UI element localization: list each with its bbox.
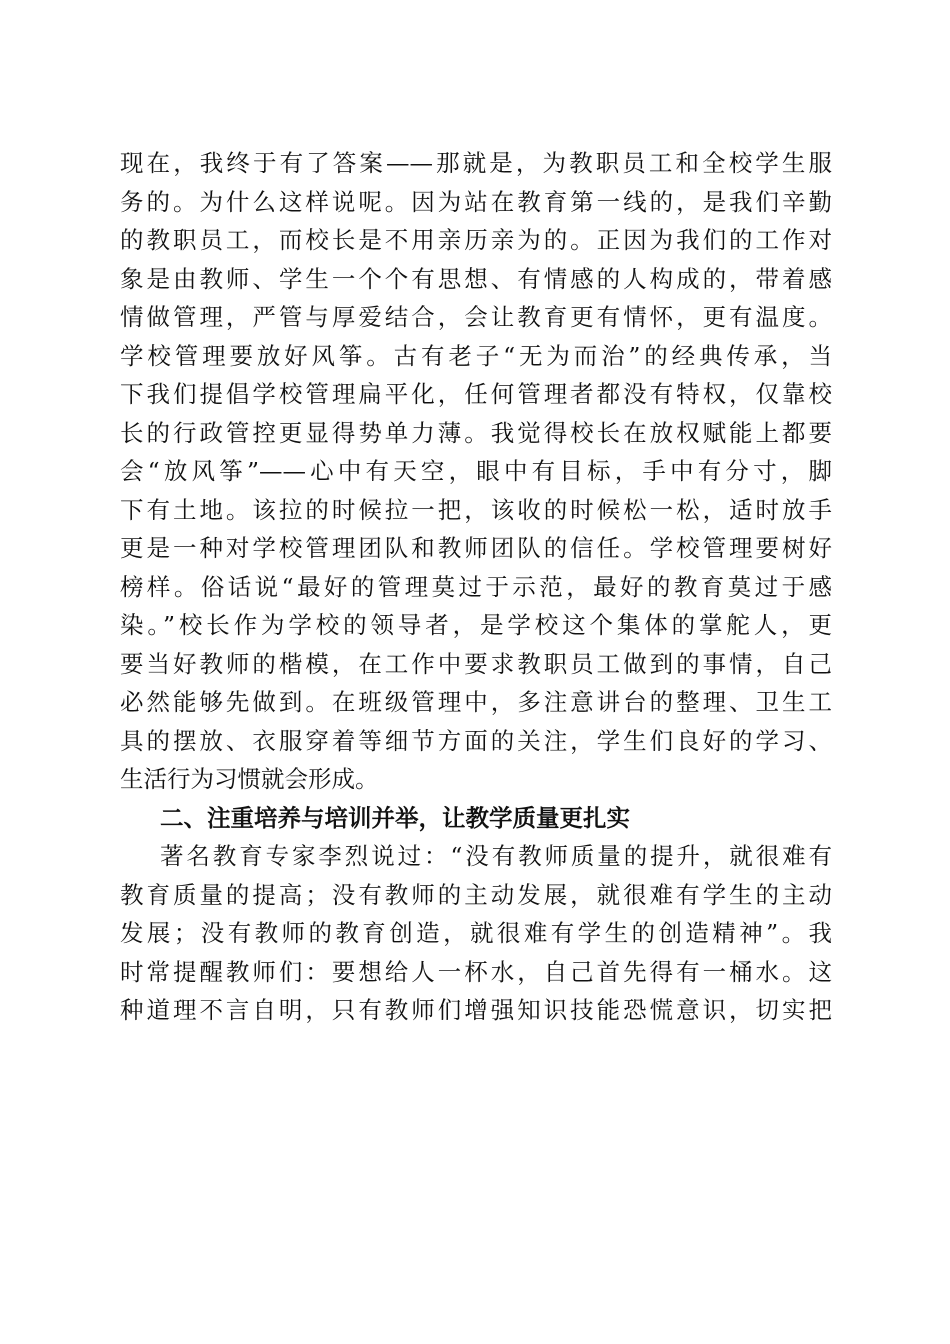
text-line: 的教职员工，而校长是不用亲历亲为的。正因为我们的工作对 [120,226,832,254]
text-line: 要当好教师的楷模，在工作中要求教职员工做到的事情，自己 [120,649,832,678]
text-line: 现在，我终于有了答案——那就是，为教职员工和全校学生服 [120,149,832,177]
text-line: 学校管理要放好风筝。古有老子“无为而治”的经典传承，当 [120,341,832,370]
text-line: 著名教育专家李烈说过：“没有教师质量的提升，就很难有 [160,842,832,870]
text-line: 时常提醒教师们：要想给人一杯水，自己首先得有一桶水。这 [120,957,832,986]
text-line: 种道理不言自明，只有教师们增强知识技能恐慌意识，切实把 [120,996,832,1024]
text-line: 会“放风筝”——心中有天空，眼中有目标，手中有分寸，脚 [120,457,832,485]
text-line: 下有土地。该拉的时候拉一把，该收的时候松一松，适时放手 [120,495,832,524]
text-line: 必然能够先做到。在班级管理中，多注意讲台的整理、卫生工 [120,688,832,716]
section-heading: 二、注重培养与培训并举，让教学质量更扎实 [160,803,630,832]
text-line: 务的。为什么这样说呢。因为站在教育第一线的，是我们辛勤 [120,187,832,216]
text-line: 教育质量的提高；没有教师的主动发展，就很难有学生的主动 [120,880,832,909]
text-line: 具的摆放、衣服穿着等细节方面的关注，学生们良好的学习、 [120,726,832,755]
text-line: 发展；没有教师的教育创造，就很难有学生的创造精神”。我 [120,919,832,947]
text-line: 长的行政管控更显得势单力薄。我觉得校长在放权赋能上都要 [120,418,832,447]
text-line: 榜样。俗话说“最好的管理莫过于示范，最好的教育莫过于感 [120,572,832,601]
text-line: 生活行为习惯就会形成。 [120,765,379,793]
text-line: 象是由教师、学生一个个有思想、有情感的人构成的，带着感 [120,264,832,293]
text-line: 情做管理，严管与厚爱结合，会让教育更有情怀，更有温度。 [120,303,832,331]
body-text [120,144,832,1030]
text-line: 更是一种对学校管理团队和教师团队的信任。学校管理要树好 [120,534,832,562]
text-line: 下我们提倡学校管理扁平化，任何管理者都没有特权，仅靠校 [120,380,832,408]
text-line: 染。”校长作为学校的领导者，是学校这个集体的掌舵人，更 [120,611,832,639]
